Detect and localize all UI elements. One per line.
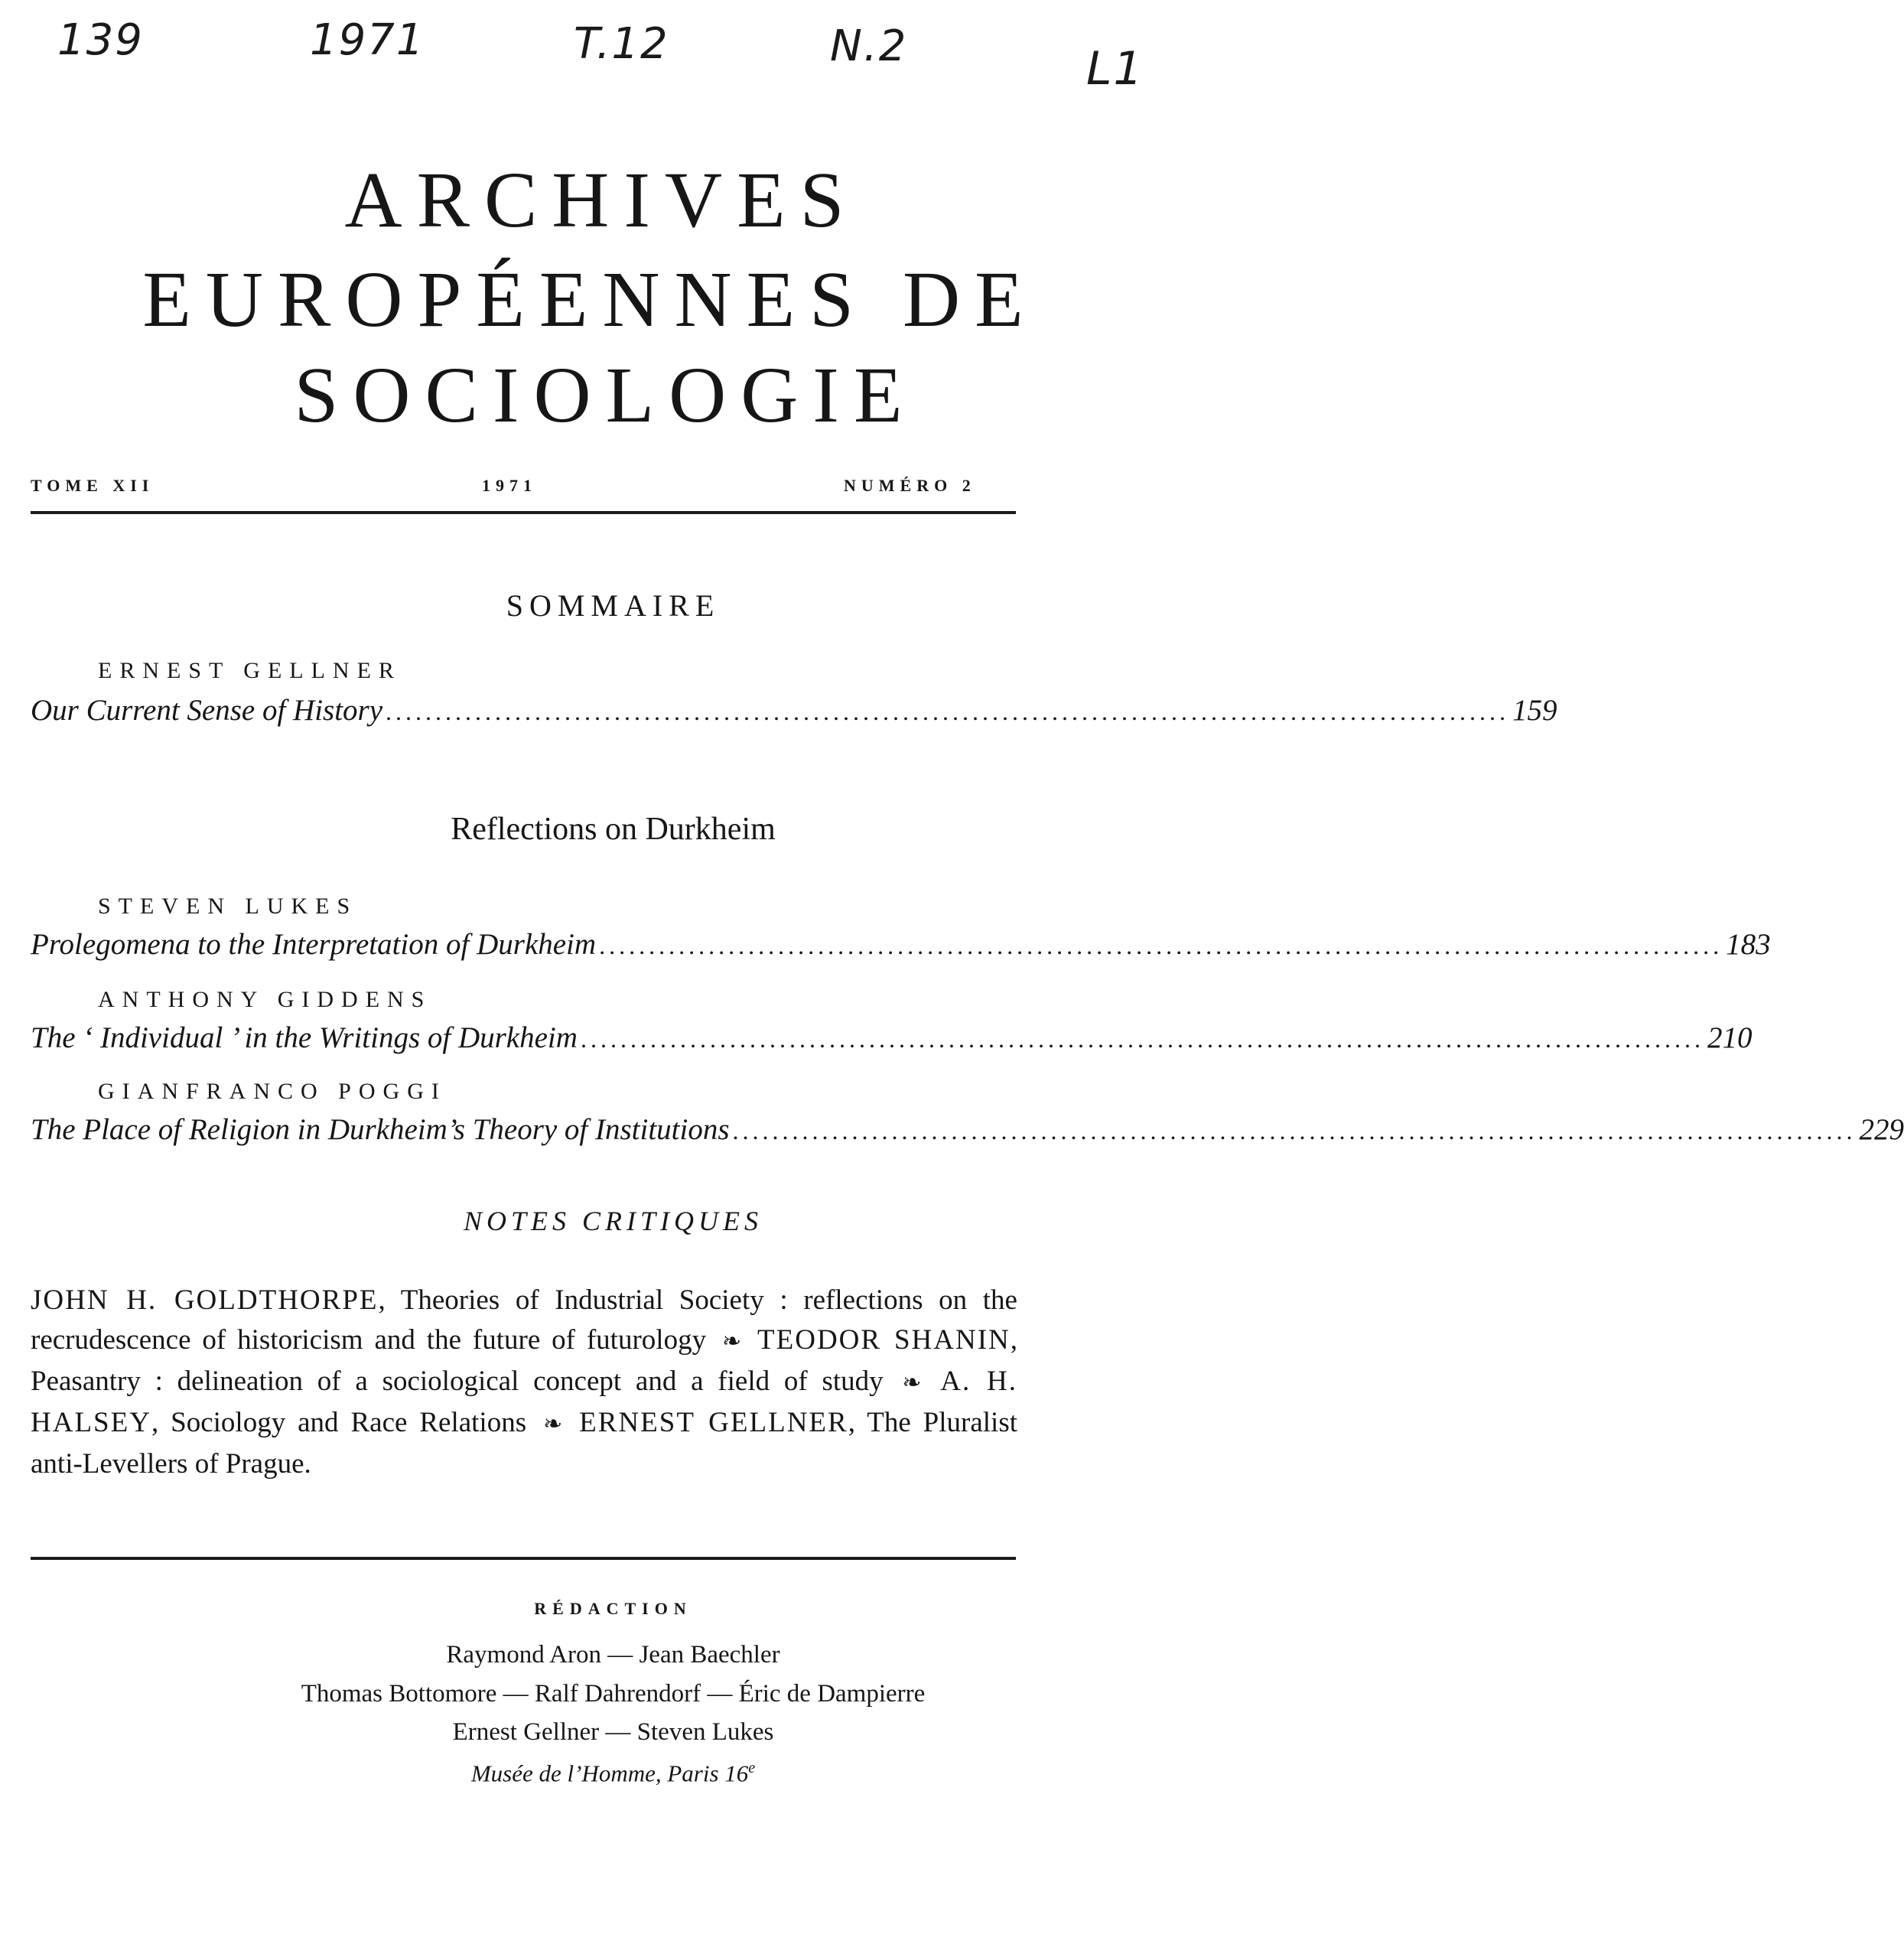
fleuron-icon: ❧ — [902, 1370, 922, 1395]
address-text: Musée de l’Homme, Paris 16 — [470, 1760, 749, 1787]
notes-author: TEODOR SHANIN — [757, 1324, 1011, 1356]
header-rule — [31, 511, 1016, 514]
notes-author: A. H. HALSEY — [31, 1366, 1017, 1438]
notes-text: Theories of Industrial Society : reflections on the recrudescence of historicism and the future of futurology — [31, 1284, 1017, 1356]
page-number: 183 — [1726, 928, 1771, 961]
issue-numero: NUMÉRO 2 — [844, 476, 976, 495]
journal-title-line-2: EUROPÉENNES DE — [142, 256, 1038, 343]
journal-title-line-3: SOCIOLOGIE — [294, 351, 917, 439]
handwritten-year: 1971 — [310, 15, 425, 65]
handwritten-corner-mark: L1 — [1086, 42, 1144, 96]
redaction-line-2: Thomas Bottomore — Ralf Dahrendorf — Éric de Dampierre — [301, 1680, 926, 1708]
page-number: 210 — [1707, 1021, 1753, 1054]
author-poggi: GIANFRANCO POGGI — [98, 1079, 447, 1104]
handwritten-numero: N.2 — [830, 21, 908, 71]
notes-author: JOHN H. GOLDTHORPE — [31, 1284, 379, 1316]
article-title: Our Current Sense of History — [31, 694, 383, 727]
journal-title-line-1: ARCHIVES — [344, 156, 859, 244]
author-lukes: STEVEN LUKES — [98, 894, 358, 919]
section-heading: Reflections on Durkheim — [451, 812, 776, 847]
article-title: The Place of Religion in Durkheim’s Theory of Institutions — [31, 1113, 730, 1146]
redaction-line-3: Ernest Gellner — Steven Lukes — [452, 1718, 774, 1746]
article-title: Prolegomena to the Interpretation of Durkheim — [31, 928, 597, 961]
page-number: 159 — [1512, 694, 1557, 727]
fleuron-icon: ❧ — [721, 1329, 742, 1354]
dot-leader: ................................................................................................................. — [732, 1117, 1857, 1144]
author-giddens: ANTHONY GIDDENS — [98, 987, 432, 1012]
article-title: The ‘ Individual ’ in the Writings of Durkheim — [31, 1021, 578, 1054]
notes-text: The Pluralist anti-Levellers of Prague. — [31, 1407, 1018, 1480]
notes-text: Sociology and Race Relations — [171, 1407, 527, 1438]
toc-entry — [31, 1112, 1904, 1158]
notes-critiques-list: JOHN H. GOLDTHORPE, Theories of Industrial Society : reflections on the recrudescence of historicism and the future of futurology ❧ TEODOR SHANIN, Peasantry : delineation of a sociological concept and a field of study ❧ A. H. HALSEY, Sociology and Race Relations ❧ ERNEST GELLNER, The Pluralist anti-Levellers of Prague. — [31, 1284, 1018, 1480]
dot-leader: ................................................................................................................. — [599, 932, 1723, 959]
handwritten-number: 139 — [57, 15, 144, 65]
dot-leader: ................................................................................................................. — [386, 698, 1510, 725]
dot-leader: ................................................................................................................. — [580, 1025, 1704, 1053]
issue-year: 1971 — [482, 476, 537, 495]
address-superscript: e — [748, 1760, 756, 1776]
footer-rule — [31, 1557, 1016, 1560]
notes-author: ERNEST GELLNER — [579, 1407, 848, 1438]
toc-entry — [31, 693, 1557, 739]
fleuron-icon: ❧ — [543, 1411, 563, 1437]
redaction-heading: RÉDACTION — [534, 1599, 692, 1618]
handwritten-tome: T.12 — [574, 19, 669, 69]
page-number: 229 — [1859, 1113, 1904, 1146]
issue-tome: TOME XII — [31, 476, 155, 495]
redaction-line-1: Raymond Aron — Jean Baechler — [446, 1641, 780, 1669]
notes-text: Peasantry : delineation of a sociological concept and a field of study — [31, 1366, 884, 1397]
author-gellner: ERNEST GELLNER — [98, 658, 402, 683]
sommaire-heading: SOMMAIRE — [506, 588, 721, 623]
redaction-address — [0, 1760, 1226, 1787]
toc-entry — [31, 1021, 1753, 1066]
toc-entry — [31, 927, 1771, 973]
notes-heading: NOTES CRITIQUES — [463, 1206, 763, 1236]
